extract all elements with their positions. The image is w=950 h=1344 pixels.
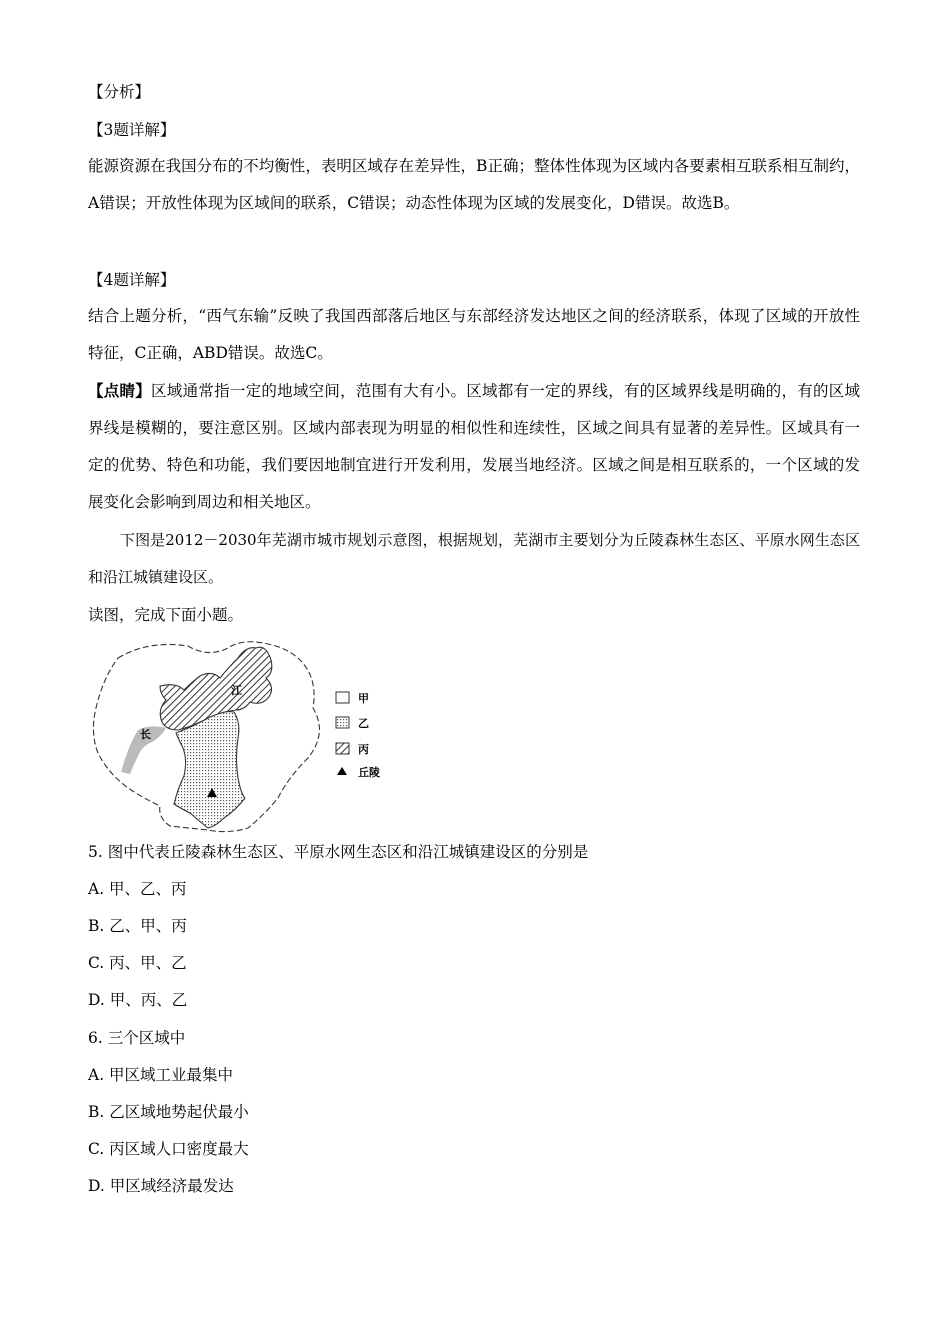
region-yi — [174, 712, 245, 828]
instruction-text: 读图，完成下面小题。 — [88, 606, 244, 624]
question-6-option-c[interactable]: C. 丙区域人口密度最大 — [88, 1140, 249, 1158]
legend-bing-label: 丙 — [358, 743, 369, 756]
question-6-stem: 6. 三个区域中 — [88, 1029, 186, 1047]
legend-jia-swatch — [336, 692, 349, 703]
q3-explanation: 能源资源在我国分布的不均衡性，表明区域存在差异性，B正确；整体性体现为区域内各要素相互联系相互制约，A错误；开放性体现为区域间的联系，C错误；动态性体现为区域的发展变化，D错误。故选B。 — [88, 157, 860, 212]
q4-heading: 【4题详解】 — [88, 271, 176, 289]
intro-text: 下图是2012－2030年芜湖市城市规划示意图，根据规划，芜湖市主要划分为丘陵森林生态区、平原水网生态区和沿江城镇建设区。 — [88, 531, 860, 586]
legend-bing-swatch — [336, 743, 349, 754]
question-6-option-a[interactable]: A. 甲区域工业最集中 — [88, 1066, 234, 1084]
legend-hill-label: 丘陵 — [358, 766, 380, 779]
q3-heading: 【3题详解】 — [88, 121, 176, 139]
question-5-option-b[interactable]: B. 乙、甲、丙 — [88, 917, 187, 935]
legend-jia-label: 甲 — [358, 692, 369, 705]
q4-explanation: 结合上题分析，“西气东输”反映了我国西部落后地区与东部经济发达地区之间的经济联系，体现了区域的开放性特征，C正确，ABD错误。故选C。 — [88, 307, 860, 362]
question-5-option-a[interactable]: A. 甲、乙、丙 — [88, 880, 187, 898]
legend-yi-swatch — [336, 717, 349, 728]
question-5-stem: 5. 图中代表丘陵森林生态区、平原水网生态区和沿江城镇建设区的分别是 — [88, 843, 589, 861]
river-label-chang: 长 — [140, 728, 151, 741]
analysis-heading: 【分析】 — [88, 83, 151, 101]
question-5-option-d[interactable]: D. 甲、丙、乙 — [88, 991, 188, 1009]
river-label-jiang: 江 — [231, 684, 242, 697]
question-6-option-d[interactable]: D. 甲区域经济最发达 — [88, 1177, 234, 1195]
tip-text: 区域通常指一定的地域空间，范围有大有小。区域都有一定的界线，有的区域界线是明确的，有的区域界线是模糊的，要注意区别。区域内部表现为明显的相似性和连续性，区域之间具有显著的差异性。区域具有一定的优势、特色和功能，我们要因地制宜进行开发利用，发展当地经济。区域之间是相互联系的，一个区域的发展变化会影响到周边和相关地区。 — [88, 382, 860, 511]
question-6-option-b[interactable]: B. 乙区域地势起伏最小 — [88, 1103, 249, 1121]
tip-block — [88, 372, 860, 521]
map-figure — [88, 638, 418, 838]
legend-yi-label: 乙 — [358, 717, 369, 730]
tip-heading: 【点睛】 — [88, 381, 152, 400]
legend-hill-icon — [337, 767, 347, 775]
wuhu-planning-map — [88, 638, 418, 838]
question-5-option-c[interactable]: C. 丙、甲、乙 — [88, 954, 187, 972]
